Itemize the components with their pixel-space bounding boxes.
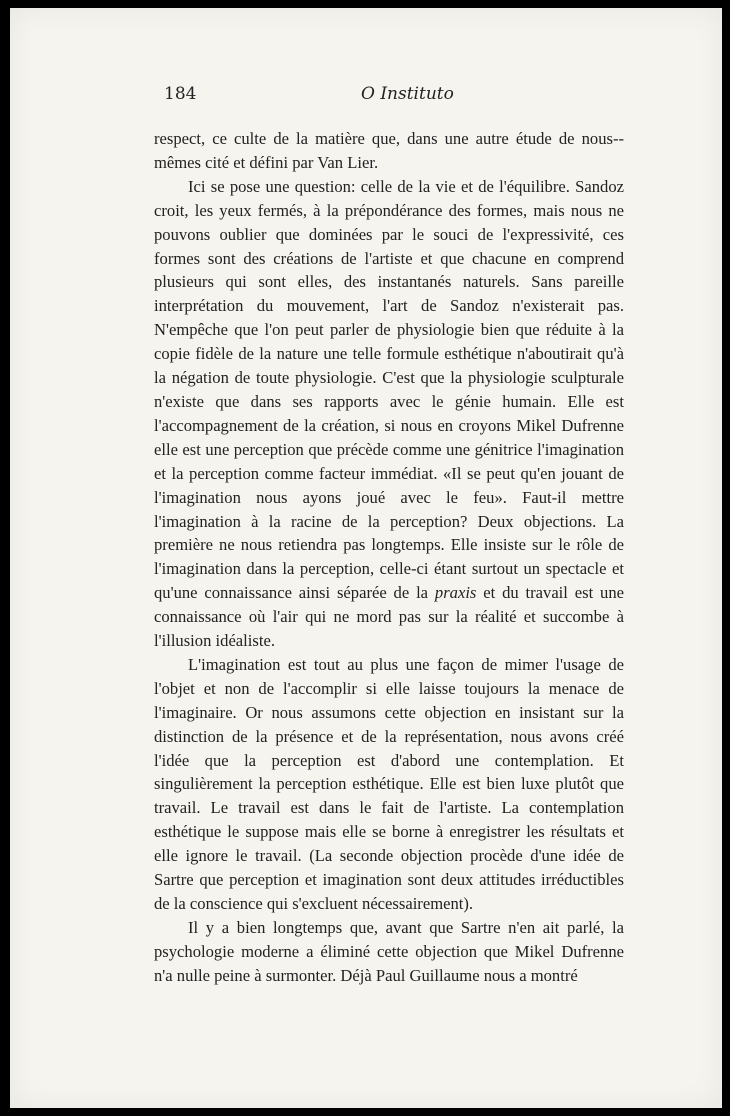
body-text [154,127,624,988]
paragraph-4: Il y a bien longtemps que, avant que Sartre n'en ait parlé, la psychologie moderne a éliminé cette objection que Mikel Dufrenne n'a nulle peine à surmonter. Déjà Paul Guillaume nous a montré [154,917,624,985]
paragraph-1: respect, ce culte de la matière que, dans une autre étude de nous--mêmes cité et défini par Van Lier. [154,129,624,172]
paragraph-2-end: et du travail est une connaissance où l'air qui ne mord pas sur la réalité et succombe à l'illusion idéaliste. [154,583,624,651]
page-header [164,84,634,110]
paragraph-3: L'imagination est tout au plus une façon de mimer l'usage de l'objet et non de l'accomplir si elle laisse toujours la menace de l'imaginaire. Or nous assumons cette objection en insistant sur la distinction de la présence et de la représentation, nous avons créé l'idée que la perception est d'abord une contemplation. Et singulièrement la perception esthétique. Elle est bien luxe plutôt que travail. Le travail est dans le fait de l'artiste. La contemplation esthétique le suppose mais elle se borne à enregistrer les résultats et elle ignore le travail. (La seconde objection procède d'une idée de Sartre que perception et imagination sont deux attitudes irréductibles de la conscience qui s'excluent nécessairement). [154,654,624,913]
praxis-italic: praxis [434,583,477,603]
paragraph-2-text: Ici se pose une question: celle de la vie et de l'équilibre. Sandoz croit, les yeux fermés, à la prépondérance des formes, mais nous ne pouvons oublier que dominées par le souci de l'expressivité, ces formes sont des créations de l'artiste et que chacune en comprend plusieurs qui sont elles, des instantanés naturels. Sans pareille interprétation du mouvement, l'art de Sandoz n'existerait pas. N'empêche que l'on peut parler de physiologie bien que réduite à la copie fidèle de la nature une telle formule esthétique n'aboutirait qu'à la négation de toute physiologie. C'est que la physiologie sculpturale n'existe que dans ses rapports avec le génie humain. Elle est l'accompagnement de la création, si nous en croyons Mikel Dufrenne elle est une perception que précède comme une génitrice l'imagination et la perception comme facteur immédiat. «Il se peut qu'en jouant de l'imagination nous ayons joué avec le feu». Faut-il mettre l'imagination à la racine de la perception? Deux objections. La première ne nous retiendra pas longtemps. Elle insiste sur le rôle de l'imagination dans la perception, celle-ci étant surtout un spectacle et qu'une connaissance ainsi séparée de la [154,176,624,603]
page-number: 184 [164,84,197,104]
paragraph-2 [154,175,624,653]
running-title: O Instituto [361,84,454,104]
